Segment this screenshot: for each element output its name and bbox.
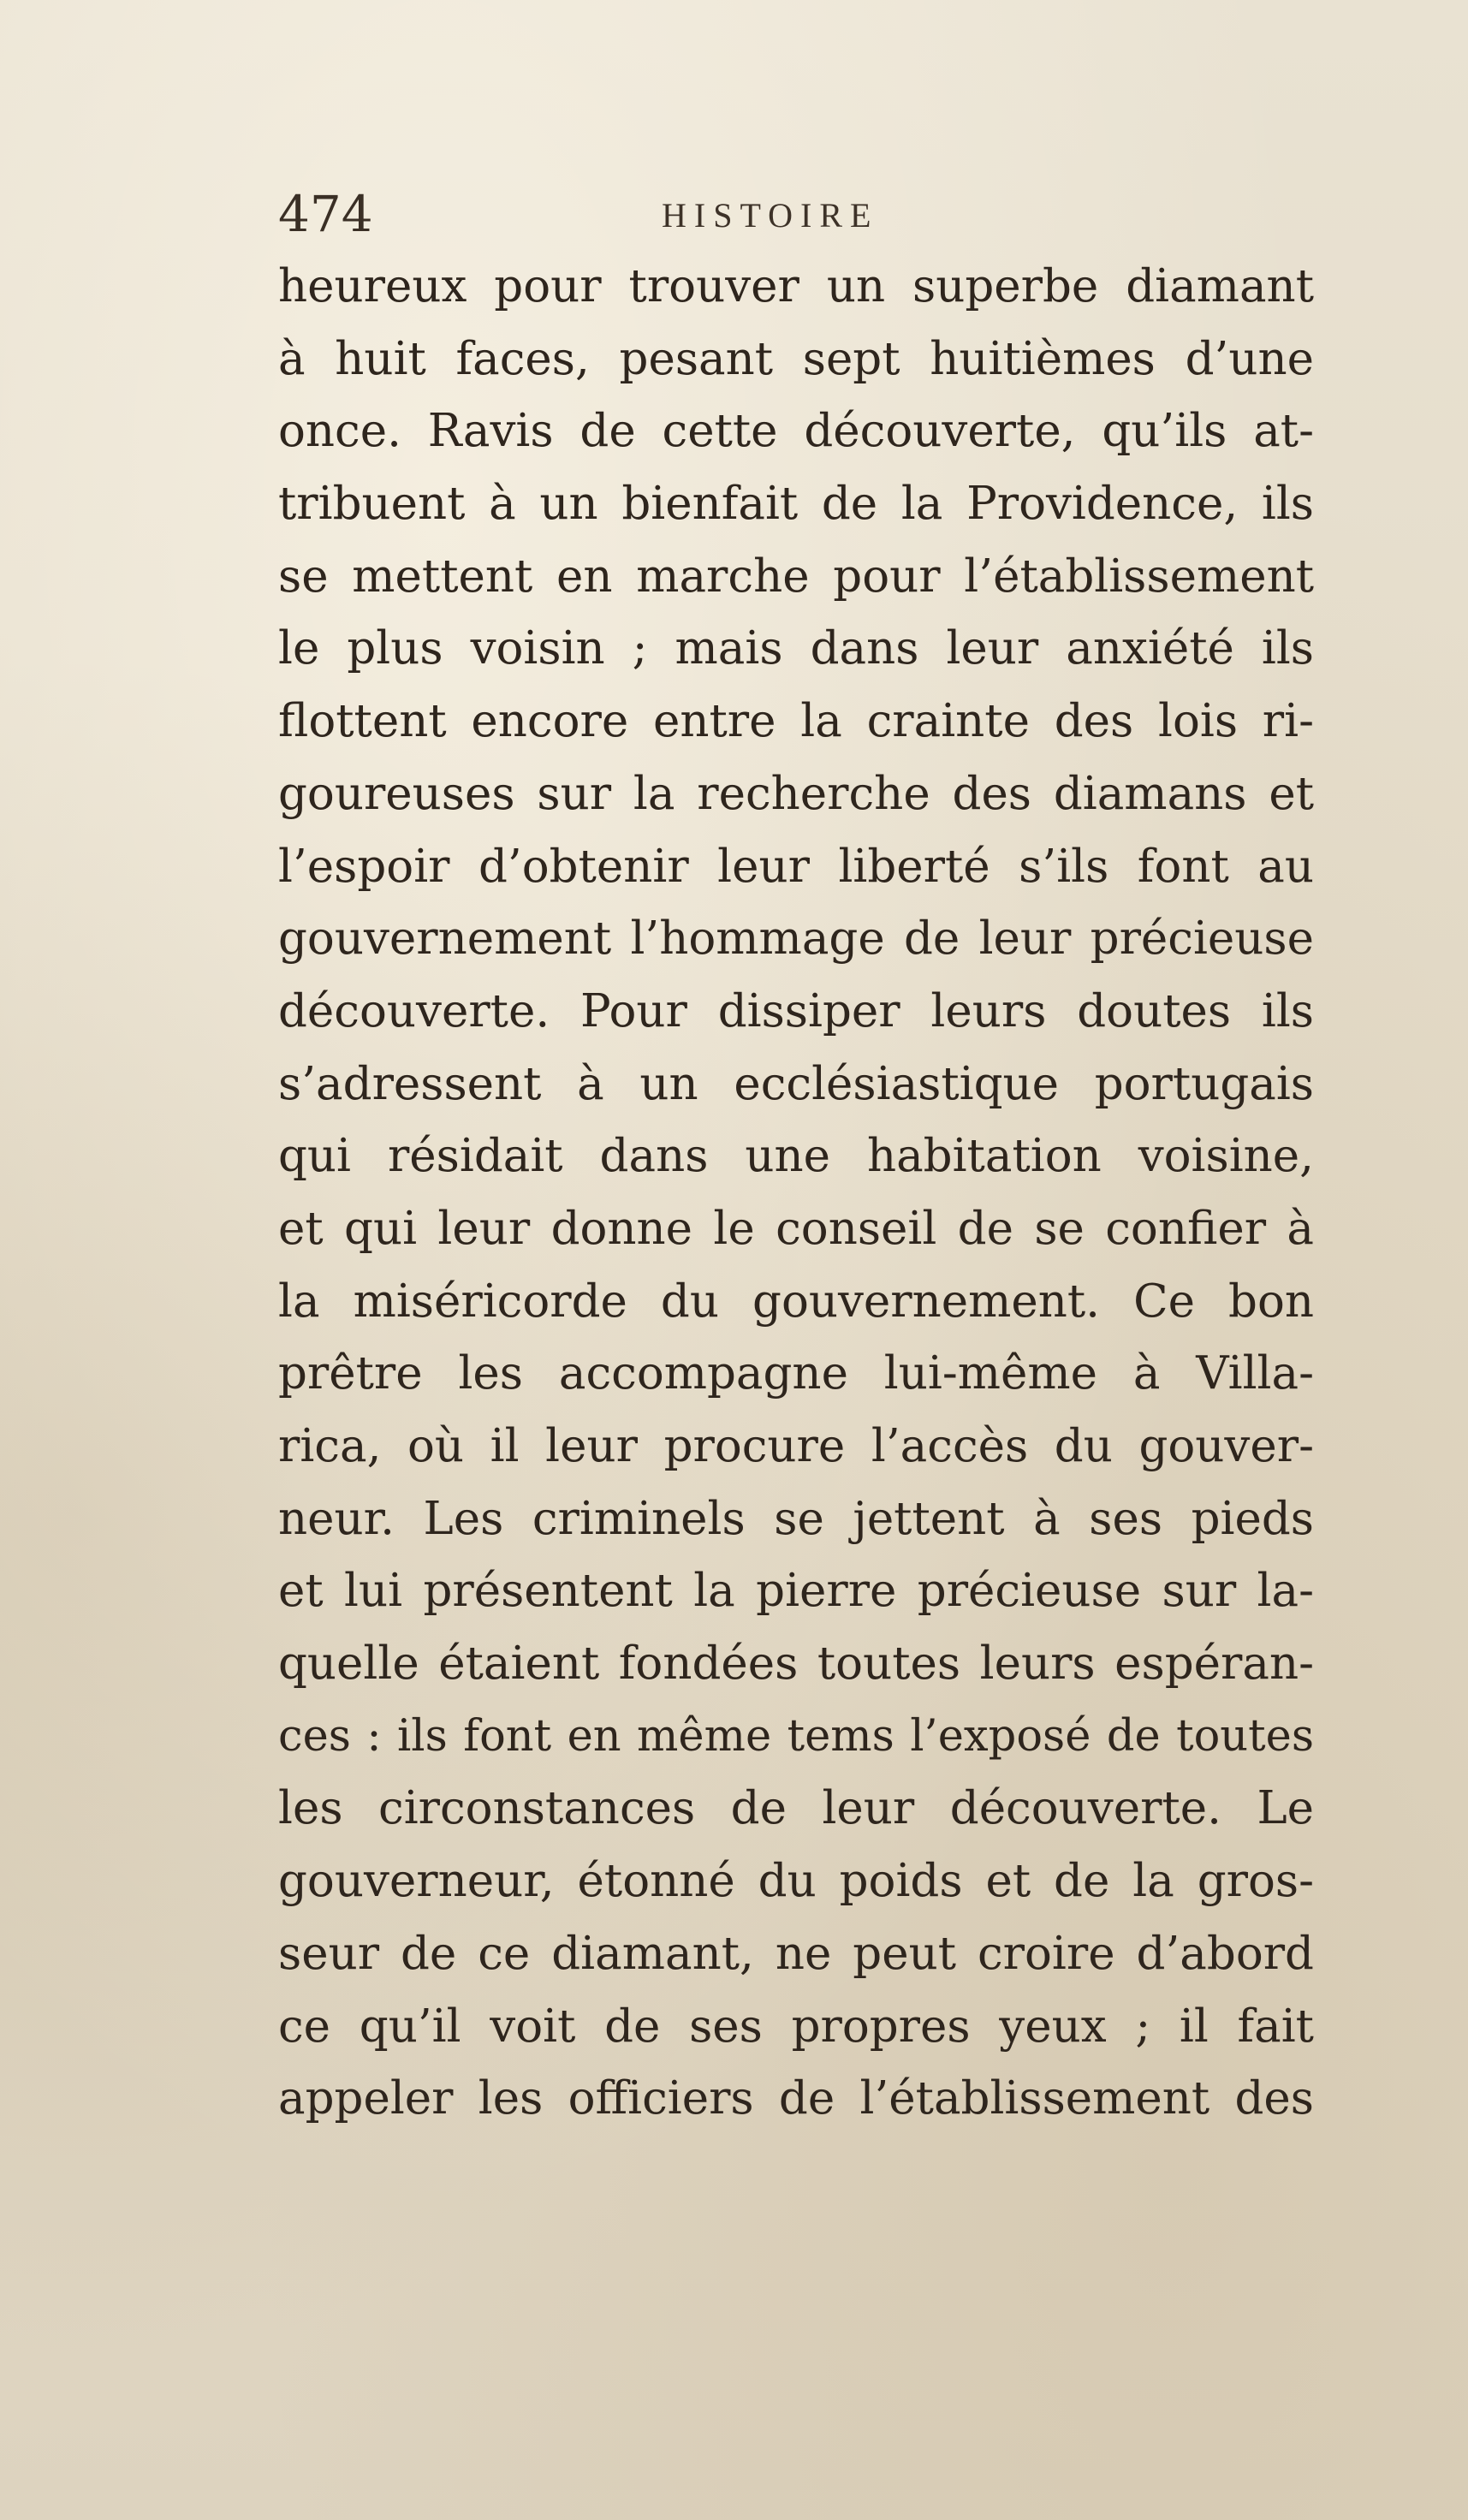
text-line: flottent encore entre la crainte des lois ri-	[278, 695, 1314, 748]
text-line: heureux pour trouver un superbe diamant	[278, 260, 1314, 312]
body-text	[278, 251, 1314, 2136]
text-line: à huit faces, pesant sept huitièmes d’une	[278, 332, 1314, 385]
text-line: once. Ravis de cette découverte, qu’ils at-	[278, 405, 1314, 458]
text-line: découverte. Pour dissiper leurs doutes ils	[278, 984, 1314, 1037]
text-line: les circonstances de leur découverte. Le	[278, 1782, 1314, 1835]
text-line: qui résidait dans une habitation voisine,	[278, 1130, 1314, 1183]
text-line: l’espoir d’obtenir leur liberté s’ils font au	[278, 840, 1314, 893]
text-line: et qui leur donne le conseil de se confier à	[278, 1202, 1314, 1255]
text-line: ce qu’il voit de ses propres yeux ; il fait	[278, 2000, 1314, 2053]
text-line: quelle étaient fondées toutes leurs espéran-	[278, 1637, 1314, 1691]
text-line: gouverneur, étonné du poids et de la gros-	[278, 1855, 1314, 1908]
text-line: neur. Les criminels se jettent à ses pieds	[278, 1492, 1314, 1545]
text-line: se mettent en marche pour l’établissement	[278, 550, 1314, 603]
text-line: la miséricorde du gouvernement. Ce bon	[278, 1275, 1314, 1328]
text-line: appeler les officiers de l’établissement des	[278, 2072, 1314, 2125]
text-line: gouvernement l’hommage de leur précieuse	[278, 912, 1314, 966]
text-line: seur de ce diamant, ne peut croire d’abord	[278, 1927, 1314, 1980]
running-head: HISTOIRE	[662, 196, 879, 235]
text-line: goureuses sur la recherche des diamans et	[278, 767, 1314, 820]
text-line: s’adressent à un ecclésiastique portugais	[278, 1057, 1314, 1110]
page-header	[278, 184, 1314, 244]
text-line: le plus voisin ; mais dans leur anxiété ils	[278, 622, 1314, 675]
text-line: et lui présentent la pierre précieuse sur la-	[278, 1565, 1314, 1618]
text-line: rica, où il leur procure l’accès du gouver-	[278, 1420, 1314, 1472]
page-number: 474	[278, 185, 373, 243]
text-line: prêtre les accompagne lui-même à Villa-	[278, 1347, 1314, 1400]
text-line: tribuent à un bienfait de la Providence, ils	[278, 478, 1314, 531]
text-line: ces : ils font en même tems l’exposé de toutes	[278, 1710, 1314, 1762]
